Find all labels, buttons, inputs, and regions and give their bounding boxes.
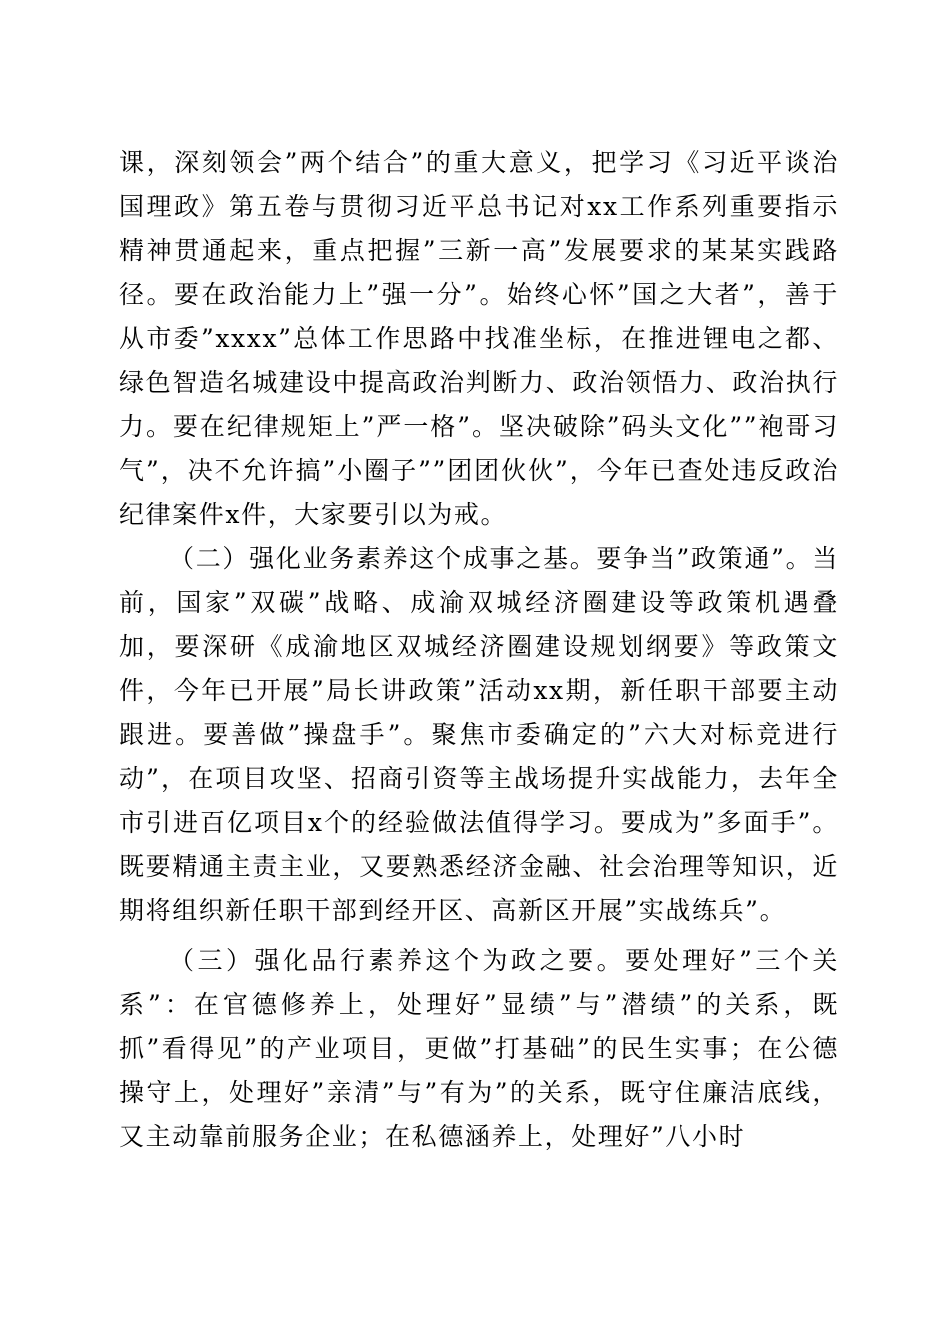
body-text [119, 141, 839, 1159]
paragraph-political-ability: 课，深刻领会”两个结合”的重大意义，把学习《习近平谈治国理政》第五卷与贯彻习近平总书记对xx工作系列重要指示精神贯通起来，重点把握”三新一高”发展要求的某某实践路径。要在政治能力上”强一分”。始终心怀”国之大者”，善于从市委”xxxx”总体工作思路中找准坐标，在推进锂电之都、绿色智造名城建设中提高政治判断力、政治领悟力、政治执行力。要在纪律规矩上”严一格”。坚决破除”码头文化””袍哥习气”，决不允许搞”小圈子””团团伙伙”，今年已查处违反政治纪律案件x件，大家要引以为戒。 [119, 148, 839, 529]
paragraph-moral-conduct: （三）强化品行素养这个为政之要。要处理好”三个关系”：在官德修养上，处理好”显绩”与”潜绩”的关系，既抓”看得见”的产业项目，更做”打基础”的民生实事；在公德操守上，处理好”亲清”与”有为”的关系，既守住廉洁底线，又主动靠前服务企业；在私德涵养上，处理好”八小时 [119, 946, 839, 1151]
paragraph-business-literacy: （二）强化业务素养这个成事之基。要争当”政策通”。当前，国家”双碳”战略、成渝双城经济圈建设等政策机遇叠加，要深研《成渝地区双城经济圈建设规划纲要》等政策文件，今年已开展”局长讲政策”活动xx期，新任职干部要主动跟进。要善做”操盘手”。聚焦市委确定的”六大对标竞进行动”，在项目攻坚、招商引资等主战场提升实战能力，去年全市引进百亿项目x个的经验做法值得学习。要成为”多面手”。既要精通主责主业，又要熟悉经济金融、社会治理等知识，近期将组织新任职干部到经开区、高新区开展”实战练兵”。 [119, 544, 839, 925]
